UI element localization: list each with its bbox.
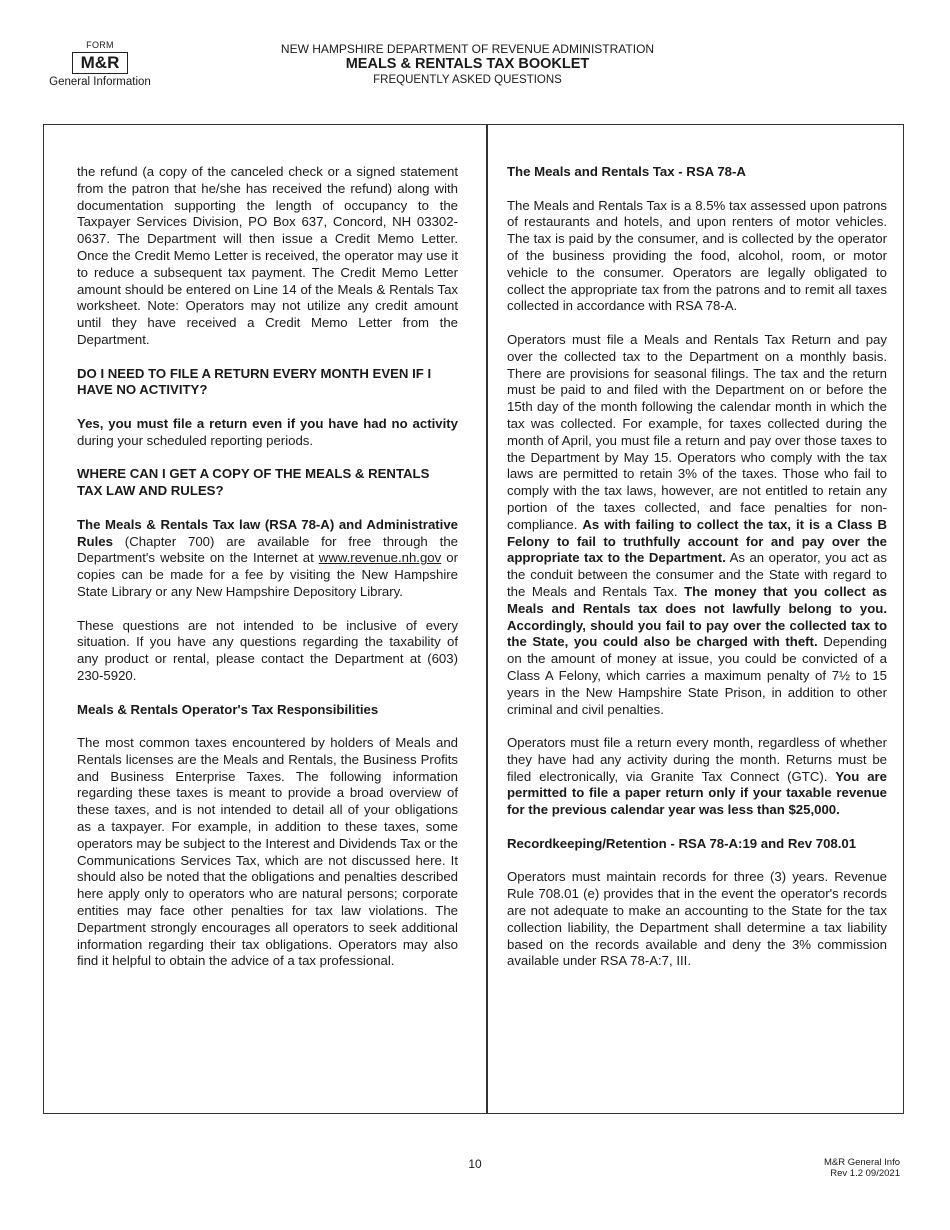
- form-code: M&R: [72, 52, 129, 74]
- text-run: Depending on the amount of money at issue, you could be convicted of a Class A Felony, which carries a maximum penalty of 7½ to 15 years in the New Hampshire State Prison, in addition to other criminal and civil penalties.: [507, 634, 887, 717]
- theft-warning: The money that you collect as Meals and Rentals tax does not lawfully belong to you. Accordingly, should you fail to pay over the collected tax to the State, you could also be charged with theft.: [507, 583, 887, 650]
- left-column: [77, 164, 458, 987]
- answer-text: (Chapter 700) are available for free through the Department's website on the Internet at: [77, 533, 458, 566]
- column-divider: [486, 124, 488, 1114]
- filing-obligations-paragraph: [507, 332, 887, 718]
- footer-rev: Rev 1.2 09/2021: [830, 1168, 900, 1179]
- section-heading-responsibilities: Meals & Rentals Operator's Tax Responsibilities: [77, 701, 379, 717]
- text-run: Operators must file a Meals and Rentals Tax Return and pay over the collected tax to the Department on a monthly basis. There are provisions for seasonal filings. The tax and the return must be paid to and filed with the Department on or before the 15th day of the month following the calendar month in which the tax was collected. For example, for taxes collected during the month of April, you must file a return and pay over those taxes to the Department by May 15. Operators who comply with the tax laws are permitted to retain 3% of the taxes. Those who fail to comply with the tax laws, however, are not entitled to retain any portion of the taxes collected, and face penalties for non-compliance.: [507, 331, 887, 532]
- form-subtitle: General Information: [49, 76, 151, 88]
- footer-revision: [824, 1157, 900, 1179]
- right-column: [507, 164, 887, 987]
- text-run: Operators must file a return every month, regardless of whether they have had any activity during the month. Returns must be filed electronically, via Granite Tax Connect (GTC).: [507, 735, 887, 784]
- page-title: MEALS & RENTALS TAX BOOKLET: [345, 56, 590, 72]
- answer-bold: Yes, you must file a return even if you have had no activity: [77, 415, 458, 431]
- website-link[interactable]: www.revenue.nh.gov: [318, 550, 442, 566]
- disclaimer-paragraph: These questions are not intended to be inclusive of every situation. If you have any questions regarding the taxability of any product or rental, please contact the Department at (603) 230-5920.: [77, 617, 458, 683]
- page-subtitle: FREQUENTLY ASKED QUESTIONS: [373, 74, 562, 86]
- felony-warning: As with failing to collect the tax, it is a Class B Felony to fail to truthfully account for and pay over the appropriate tax to the Department.: [507, 516, 887, 566]
- refund-paragraph: the refund (a copy of the canceled check or a signed statement from the patron that he/she has received the refund) along with documentation supporting the length of occupancy to the Taxpayer Services Division, PO Box 637, Concord, NH 03302-0637. The Department will then issue a Credit Memo Letter. Once the Credit Memo Letter is received, the operator may use it to reduce a subsequent tax payment. The Credit Memo Letter amount should be entered on Line 14 of the Meals & Rentals Tax worksheet. Note: Operators may not utilize any credit amount until they have received a Credit Memo Letter from the Department.: [77, 164, 458, 347]
- question-tax-law-copy: WHERE CAN I GET A COPY OF THE MEALS & RENTALS TAX LAW AND RULES?: [77, 466, 430, 499]
- recordkeeping-paragraph: Operators must maintain records for three (3) years. Revenue Rule 708.01 (e) provides that in the event the operator's records are not adequate to make an accounting to the State for the tax collection liability, the Department shall determine a tax liability based on the records available and deny the 3% commission available under RSA 78-A:7, III.: [507, 869, 887, 969]
- section-heading-meals-rentals-tax: The Meals and Rentals Tax - RSA 78-A: [507, 164, 746, 179]
- answer-tax-law-copy: [77, 517, 458, 601]
- responsibilities-paragraph: The most common taxes encountered by holders of Meals and Rentals licenses are the Meals and Rentals, the Business Profits and Business Enterprise Taxes. The following information regarding these taxes is meant to provide a broad overview of these taxes, and is not intended to detail all of your obligations as a taxpayer. For example, in addition to these taxes, some operators may be subject to the Interest and Dividends Tax or the Communications Services Tax, which are not discussed here. It should also be noted that the obligations and penalties described here apply only to operators who are natural persons; corporate entities may face other penalties for tax law violations. The Department strongly encourages all operators to seek additional information regarding their tax obligations. Operators may also find it helpful to obtain the advice of a tax professional.: [77, 735, 458, 969]
- text-run: As an operator, you act as the conduit between the consumer and the State with regard to the Meals and Rentals Tax.: [507, 550, 887, 599]
- section-heading-recordkeeping: Recordkeeping/Retention - RSA 78-A:19 and Rev 708.01: [507, 835, 857, 851]
- answer-text: or copies can be made for a fee by visiting the New Hampshire State Library or any New Hampshire Depository Library.: [77, 550, 459, 599]
- form-badge: [44, 40, 156, 88]
- monthly-filing-paragraph: [507, 735, 887, 819]
- tax-overview-paragraph: The Meals and Rentals Tax is a 8.5% tax assessed upon patrons of restaurants and hotels, and upon renters of motor vehicles. The tax is paid by the consumer, and is collected by the operator of the business providing the food, alcohol, room, or motor vehicle to the consumer. Operators are legally obligated to collect the appropriate tax from the patrons and to remit all taxes collected in accordance with RSA 78-A.: [507, 197, 887, 314]
- agency-name: NEW HAMPSHIRE DEPARTMENT OF REVENUE ADMINISTRATION: [280, 42, 655, 56]
- page-number: 10: [468, 1157, 482, 1171]
- footer-form-name: M&R General Info: [823, 1157, 900, 1168]
- paper-return-note: You are permitted to file a paper return only if your taxable revenue for the previous calendar year was less than $25,000.: [507, 768, 887, 818]
- answer-text: during your scheduled reporting periods.: [77, 432, 314, 448]
- form-label: FORM: [86, 40, 114, 50]
- page-header: [230, 42, 705, 87]
- question-monthly-return: DO I NEED TO FILE A RETURN EVERY MONTH EVEN IF I HAVE NO ACTIVITY?: [77, 365, 432, 398]
- answer-bold: The Meals & Rentals Tax law (RSA 78-A) and Administrative Rules: [77, 516, 458, 549]
- answer-monthly-return: [77, 416, 458, 450]
